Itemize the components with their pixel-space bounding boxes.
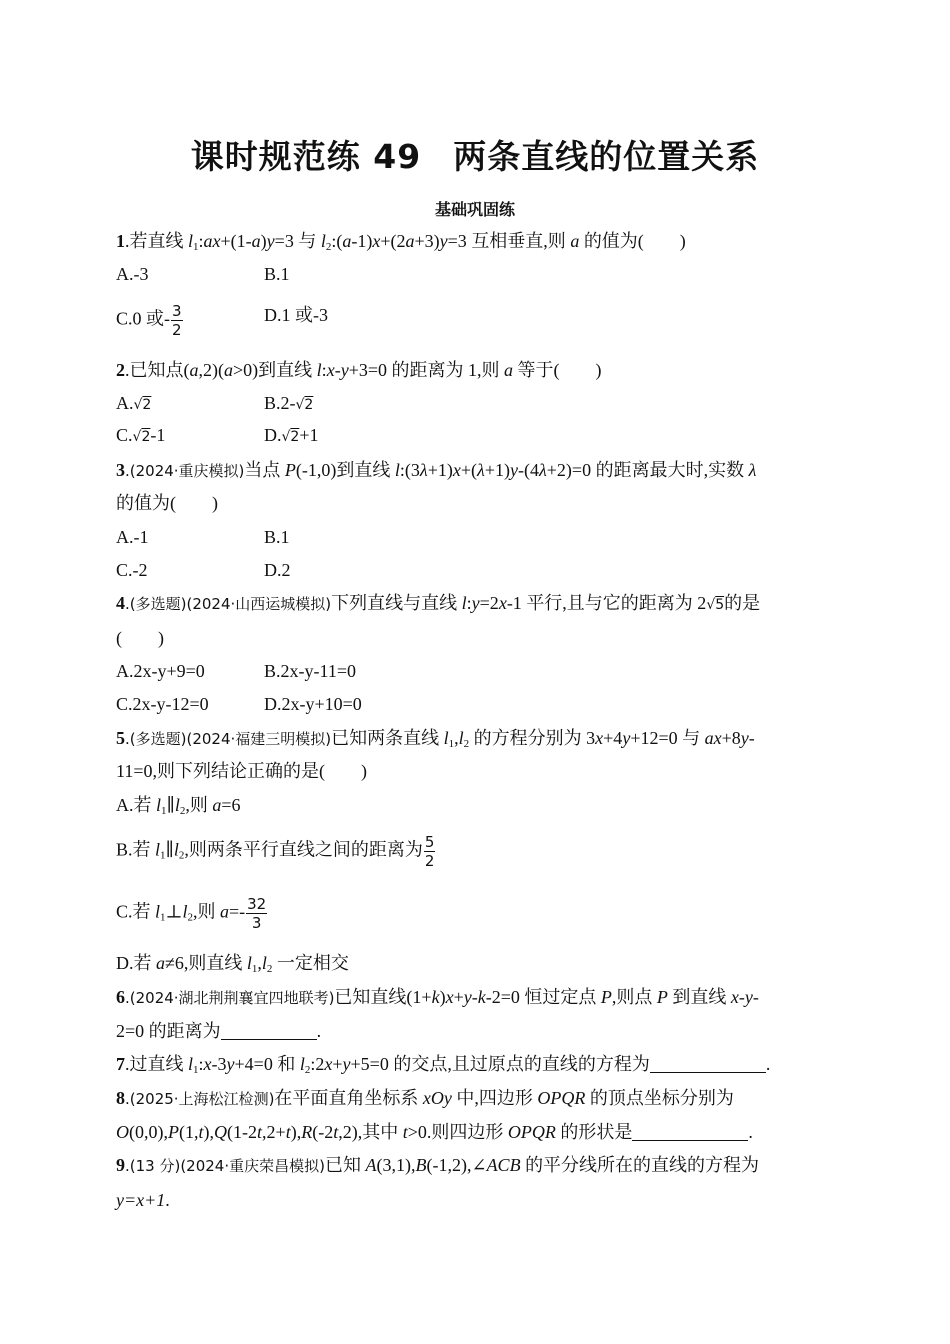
question-4-option-a: A.2x-y+9=0 <box>116 661 205 681</box>
question-5-option-d: D.若 a≠6,则直线 $l_1,l_2$ 一定相交 <box>116 953 349 975</box>
question-4-stem: 4.(多选题)(2024·山西运城模拟)下列直线与直线 l:y=2x-1 平行,且与它的距离为 2√5的是 <box>116 593 761 613</box>
question-4-option-b: B.2x-y-11=0 <box>264 661 356 681</box>
page-title <box>0 132 950 182</box>
question-8-stem-line2: O(0,0),P(1,t),Q(1-2t,2+t),R(-2t,2),其中 t>0.则四边形 OPQR 的形状是 . <box>116 1122 753 1142</box>
title-right: 两条直线的位置关系 <box>453 137 760 176</box>
section-heading: 基础巩固练 <box>434 200 515 219</box>
question-1-option-b: B.1 <box>264 264 290 284</box>
question-9-stem-line2: y=x+1. <box>116 1190 170 1210</box>
question-5-option-b: B.若 $l_1\parallel l_2$,则两条平行直线之间的距离为 $\frac{5}{2}$ <box>116 833 435 870</box>
question-5-stem-line2: 11=0,则下列结论正确的是( ) <box>116 761 367 781</box>
question-6-stem: 6.(2024·湖北荆荆襄宜四地联考)已知直线(1+k)x+y-k-2=0 恒过定点 P,则点 P 到直线 x-y- <box>116 987 759 1007</box>
question-3-stem: 3.(2024·重庆模拟)当点 P(-1,0)到直线 l:(3λ+1)x+(λ+1)y-(4λ+2)=0 的距离最大时,实数 λ <box>116 460 757 480</box>
question-1-option-c: C.0 或- $\frac{3}{2}$ <box>116 302 182 339</box>
answer-blank[interactable] <box>221 1021 317 1040</box>
fraction: $\frac{32}{3}$ <box>247 895 267 932</box>
question-1-option-a: A.-3 <box>116 264 149 284</box>
question-4-option-d: D.2x-y+10=0 <box>264 694 362 714</box>
question-2-option-b: B.2-√2 <box>264 393 314 413</box>
fraction: $\frac{5}{2}$ <box>424 833 435 870</box>
answer-blank[interactable] <box>632 1122 748 1141</box>
question-5-option-a: A.若 $l_1\parallel l_2$,则 a=6 <box>116 795 241 817</box>
question-2-option-d: D.√2+1 <box>264 425 319 445</box>
question-5-stem: 5.(多选题)(2024·福建三明模拟)已知两条直线 $l_1,l_2$ 的方程分别为 3x+4y+12=0 与 ax+8y- <box>116 728 755 750</box>
question-2-option-c: C.√2-1 <box>116 425 166 445</box>
question-8-stem: 8.(2025·上海松江检测)在平面直角坐标系 xOy 中,四边形 OPQR 的顶点坐标分别为 <box>116 1088 734 1108</box>
question-3-option-a: A.-1 <box>116 527 149 547</box>
title-left: 课时规范练 49 <box>190 137 422 176</box>
question-4-stem-line2: ( ) <box>116 628 164 648</box>
fraction: $\frac{3}{2}$ <box>172 302 182 339</box>
question-3-stem-line2: 的值为( ) <box>116 493 218 513</box>
question-4-option-c: C.2x-y-12=0 <box>116 694 209 714</box>
question-3-option-b: B.1 <box>264 527 290 547</box>
question-7-stem: 7.过直线 $l_1:x-3y+4=0$ 和 $l_2:2x+y+5=0$ 的交点,且过原点的直线的方程为 . <box>116 1054 771 1076</box>
question-1-stem: 1.若直线 $l_1:ax+(1-a)y=3$ 与 $l_2:(a-1)x+(2a+3)y=3$ 互相垂直,则 a 的值为( ) <box>116 231 686 253</box>
question-9-stem: 9.(13 分)(2024·重庆荣昌模拟)已知 A(3,1),B(-1,2),∠ACB 的平分线所在的直线的方程为 <box>116 1155 760 1175</box>
question-2-stem: 2.已知点(a,2)(a>0)到直线 l:x-y+3=0 的距离为 1,则 a 等于( ) <box>116 360 602 380</box>
question-2-option-a: A.√2 <box>116 393 152 413</box>
question-6-stem-line2: 2=0 的距离为 . <box>116 1021 322 1041</box>
question-5-option-c: C.若 $l_1\perp l_2$,则 a=- $\frac{32}{3}$ <box>116 895 267 932</box>
answer-blank[interactable] <box>650 1054 766 1073</box>
question-3-option-d: D.2 <box>264 560 291 580</box>
question-3-option-c: C.-2 <box>116 560 148 580</box>
question-1-option-d: D.1 或-3 <box>264 305 328 325</box>
